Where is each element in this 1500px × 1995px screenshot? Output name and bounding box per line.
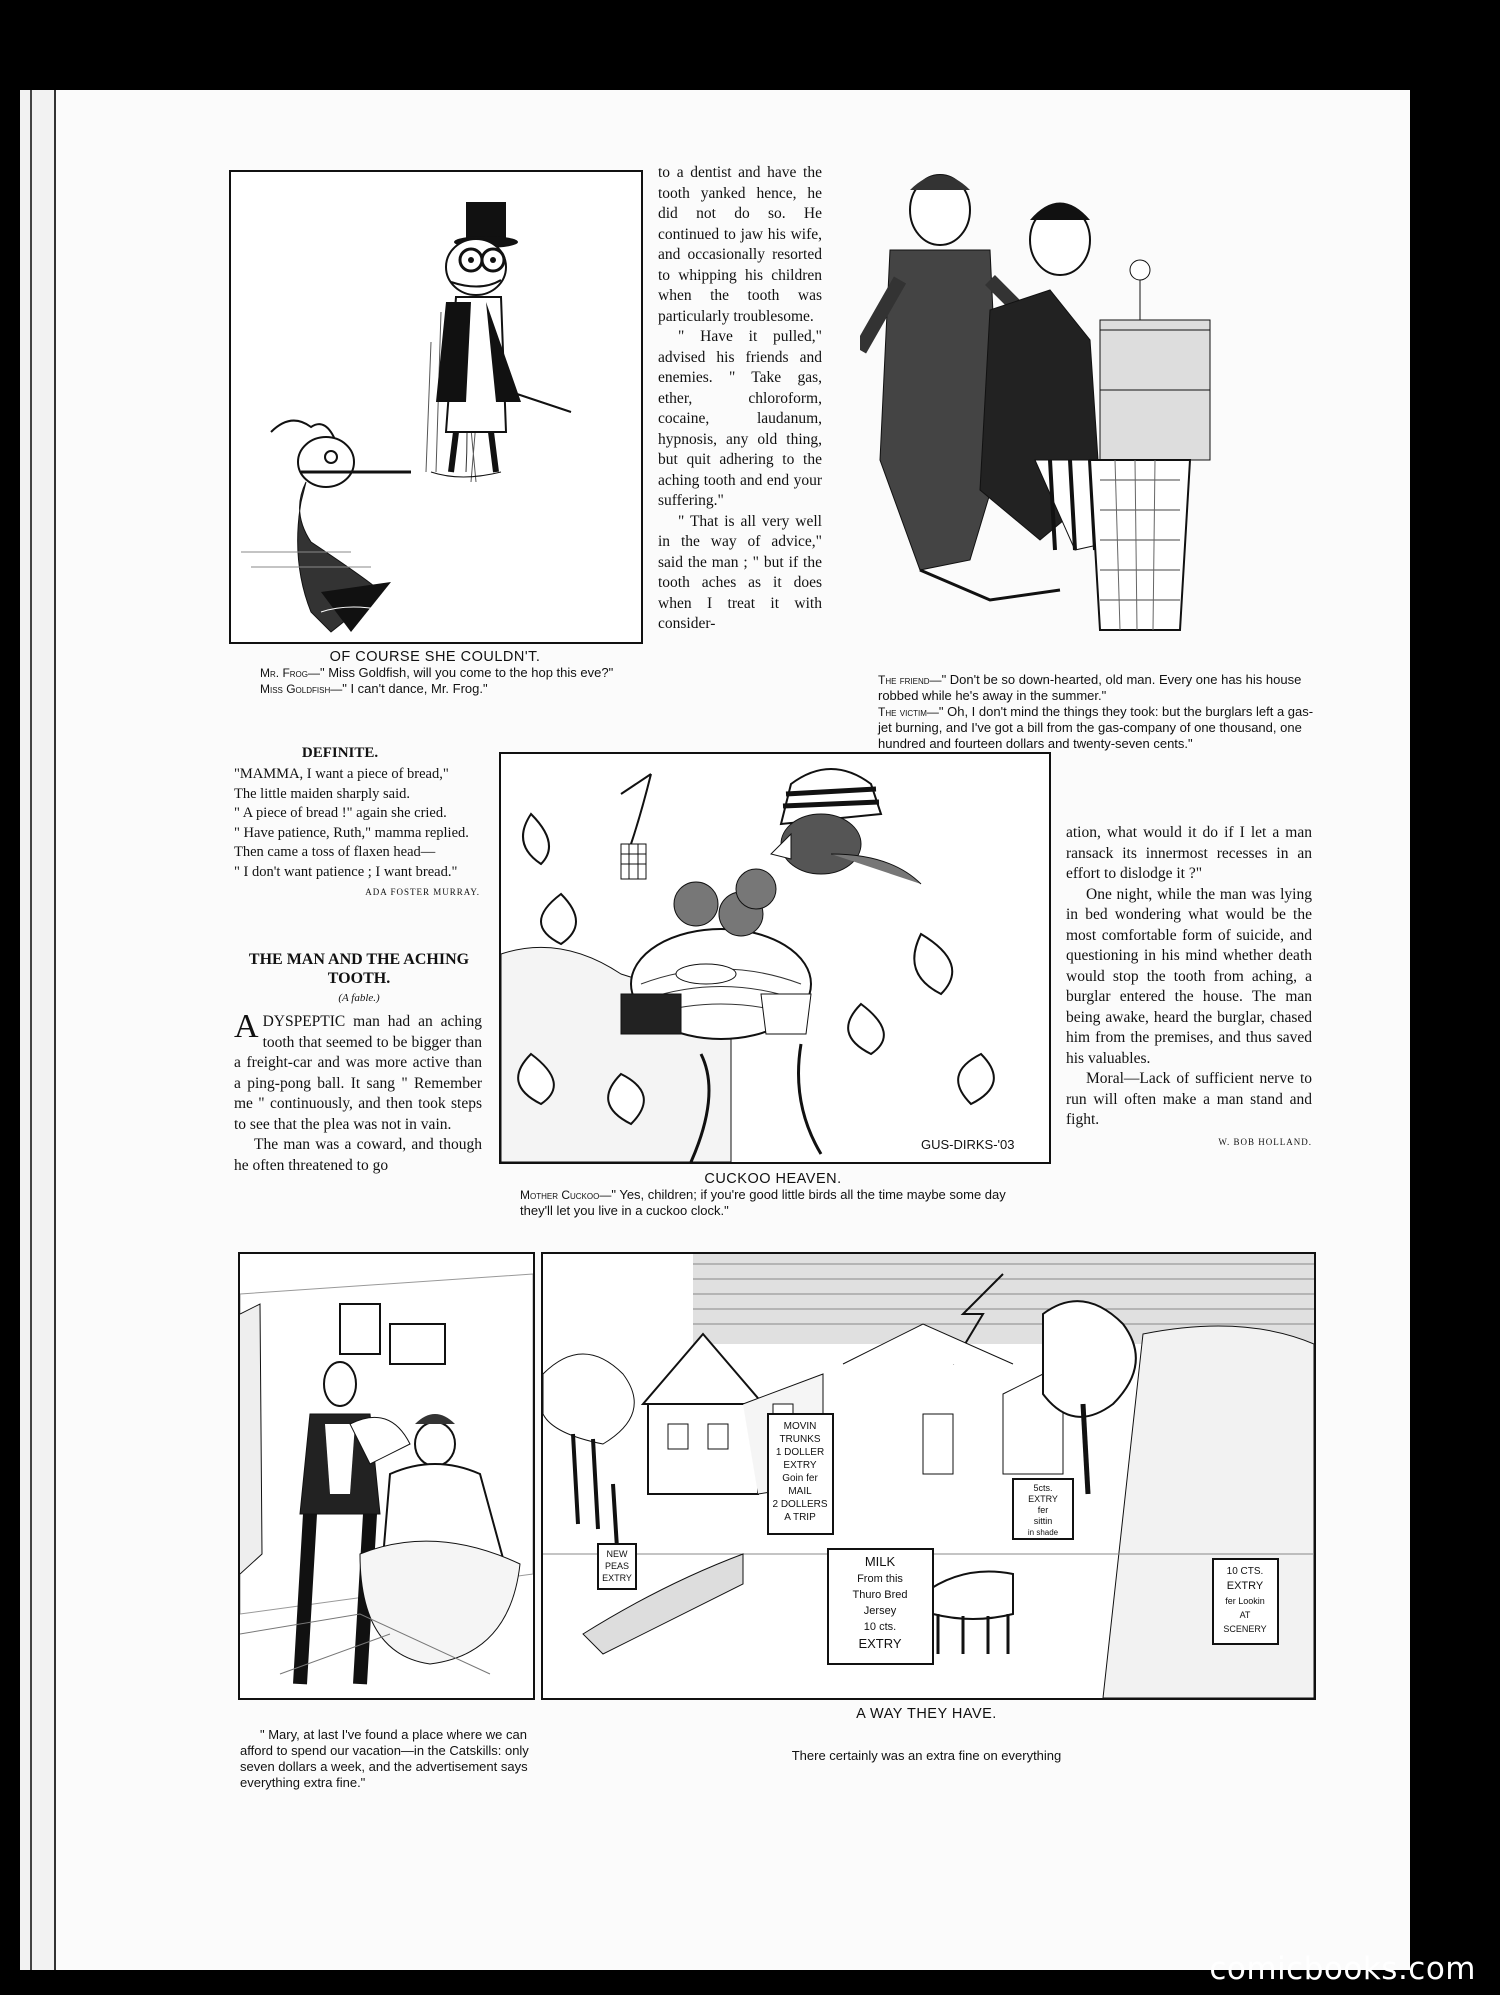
cuckoo-signature: GUS-DIRKS-'03 — [921, 1137, 1015, 1152]
milk-sign-line-5: 10 cts. — [863, 1621, 897, 1633]
milk-sign-line-3: Thuro Bred — [852, 1589, 908, 1601]
tooth-col3-para-1: ation, what would it do if I let a man ransack its innermost recesses in an effort to dislodge it ?" — [1066, 824, 1312, 882]
friend-victim-drawing — [860, 160, 1220, 640]
way-left-caption: " Mary, at last I've found a place where we can afford to spend our vacation—in the Catskills: only seven dollars a week, and the advertisement says everything extra fine." — [240, 1727, 529, 1790]
victim-speaker: The victim— — [878, 705, 939, 719]
sitting-sign-line-5: in shade — [1027, 1528, 1059, 1537]
definite-line-5: Then came a toss of flaxen head— — [234, 844, 436, 860]
tooth-col3-para-2: One night, while the man was lying in bed wondering what would be the most comfortable form of suicide, and questioning in his mind whether death would stop the tooth from aching, a burglar entered the house. The man being awake, heard the burglar, chased him from the premises, and thus saved his valuables. — [1066, 885, 1312, 1067]
cuckoo-caption — [520, 1187, 1040, 1219]
definite-poem — [234, 765, 480, 903]
fable-title: THE MAN AND THE ACHING TOOTH. — [248, 951, 470, 987]
cuckoo-heaven-drawing — [501, 754, 1049, 1162]
tooth-col2-para-3: " That is all very well in the way of advice," said the man ; " but if the tooth aches as it does when I treat it with consider- — [658, 512, 822, 632]
scenery-sign-line-1: 10 CTS. — [1226, 1566, 1264, 1577]
tooth-col3-para-3: Moral—Lack of sufficient nerve to run will often make a man stand and fight. — [1066, 1070, 1312, 1128]
page-spine — [20, 90, 56, 1970]
tooth-author: W. BOB HOLLAND. — [1218, 1136, 1312, 1147]
trunks-sign-line-2: TRUNKS — [779, 1434, 821, 1445]
frog-cartoon-title: OF COURSE SHE COULDN'T. — [329, 649, 541, 665]
definite-line-4: " Have patience, Ruth," mamma replied. — [234, 824, 469, 841]
fable-para-1: DYSPEPTIC man had an aching tooth that seemed to be bigger than a freight-car and was more active than a ping-pong ball. It sang " Remember me " continuously, and then took steps to see that the plea was not in vain. — [234, 1013, 482, 1133]
couple-drawing — [240, 1254, 533, 1698]
way-they-have-title: A WAY THEY HAVE. — [856, 1706, 997, 1722]
trunks-sign-line-7: 2 DOLLERS — [772, 1499, 828, 1510]
trunks-sign-line-5: Goin fer — [782, 1473, 818, 1484]
trunks-sign-line-1: MOVIN — [783, 1421, 817, 1432]
frog-line: " Miss Goldfish, will you come to the hop this eve?" — [320, 665, 614, 680]
milk-sign-line-1: MILK — [864, 1554, 896, 1569]
goldfish-line: " I can't dance, Mr. Frog." — [342, 681, 488, 696]
fable-subtitle: (A fable.) — [338, 992, 380, 1004]
milk-sign-line-2: From this — [857, 1573, 903, 1585]
fable-para-2: The man was a coward, and though he often threatened to go — [234, 1136, 482, 1174]
fable-drop-cap: A — [234, 1008, 259, 1045]
scenery-sign-line-2: EXTRY — [1226, 1580, 1264, 1592]
tooth-story-column-3 — [1066, 823, 1312, 1152]
definite-line-1: "MAMMA, I want a piece of bread," — [234, 766, 449, 782]
way-they-have-right-panel — [541, 1252, 1316, 1700]
sitting-sign-line-3: fer — [1037, 1505, 1049, 1515]
catskills-farm-drawing — [543, 1254, 1314, 1698]
peas-sign-line-3: EXTRY — [602, 1573, 632, 1583]
milk-sign-line-4: Jersey — [863, 1605, 897, 1617]
spine-stitch-line — [30, 90, 32, 1970]
tooth-col2-para-1: to a dentist and have the tooth yanked hence, he did not do so. He continued to jaw his wife, and occasionally resorted to whipping his children when the tooth was particularly troublesome. — [658, 164, 822, 325]
definite-line-3: " A piece of bread !" again she cried. — [234, 805, 447, 821]
peas-sign-line-1: NEW — [606, 1549, 628, 1559]
trunks-sign-line-3: 1 DOLLER — [775, 1447, 825, 1458]
friend-victim-caption — [878, 672, 1318, 752]
friend-line: " Don't be so down-hearted, old man. Every one has his house robbed while he's away in the summer." — [878, 672, 1302, 703]
milk-sign-line-6: EXTRY — [858, 1636, 902, 1651]
scenery-sign-line-4: AT — [1239, 1610, 1251, 1620]
trunks-sign-line-8: A TRIP — [784, 1512, 816, 1523]
scenery-sign-line-3: fer Lookin — [1225, 1596, 1265, 1606]
frog-cartoon-caption — [230, 665, 640, 697]
scenery-sign-line-5: SCENERY — [1223, 1624, 1267, 1634]
sitting-sign-line-1: 5cts. — [1033, 1483, 1053, 1493]
tooth-col2-para-2: " Have it pulled," advised his friends and enemies. " Take gas, ether, chloroform, cocaine, laudanum, hypnosis, any old thing, but quit adhering to the aching tooth and end your suffering." — [658, 328, 822, 509]
frog-goldfish-drawing — [231, 172, 641, 642]
definite-author: ADA FOSTER MURRAY. — [365, 887, 480, 897]
tooth-story-column-2 — [658, 163, 822, 635]
cuckoo-speaker: Mother Cuckoo— — [520, 1188, 612, 1202]
cuckoo-title: CUCKOO HEAVEN. — [704, 1171, 842, 1187]
fable-text — [234, 1008, 482, 1176]
definite-line-6: " I don't want patience ; I want bread." — [234, 863, 458, 880]
cuckoo-line: " Yes, children; if you're good little birds all the time maybe some day they'll let you live in a cuckoo clock." — [520, 1187, 1006, 1218]
victim-line: " Oh, I don't mind the things they took: but the burglars left a gas-jet burning, and I've got a bill from the gas-company of one thousand, one hundred and fourteen dollars and twenty-seven cents." — [878, 704, 1314, 751]
sitting-sign-line-2: EXTRY — [1028, 1494, 1058, 1504]
frog-goldfish-cartoon — [229, 170, 643, 644]
way-they-have-left-panel — [238, 1252, 535, 1700]
sitting-sign-line-4: sittin — [1033, 1516, 1053, 1526]
trunks-sign-line-4: EXTRY — [783, 1460, 817, 1471]
friend-speaker: The friend— — [878, 673, 942, 687]
watermark: comicbooks.com — [1209, 1951, 1476, 1987]
definite-line-2: The little maiden sharply said. — [234, 785, 410, 802]
way-right-caption: There certainly was an extra fine on everything — [791, 1748, 1062, 1763]
cuckoo-heaven-cartoon — [499, 752, 1051, 1164]
goldfish-speaker: Miss Goldfish— — [260, 682, 343, 696]
definite-poem-title: DEFINITE. — [301, 745, 379, 761]
frog-speaker: Mr. Frog— — [260, 666, 320, 680]
trunks-sign-line-6: MAIL — [788, 1486, 812, 1497]
friend-victim-illustration — [860, 160, 1220, 640]
peas-sign-line-2: PEAS — [604, 1561, 630, 1571]
